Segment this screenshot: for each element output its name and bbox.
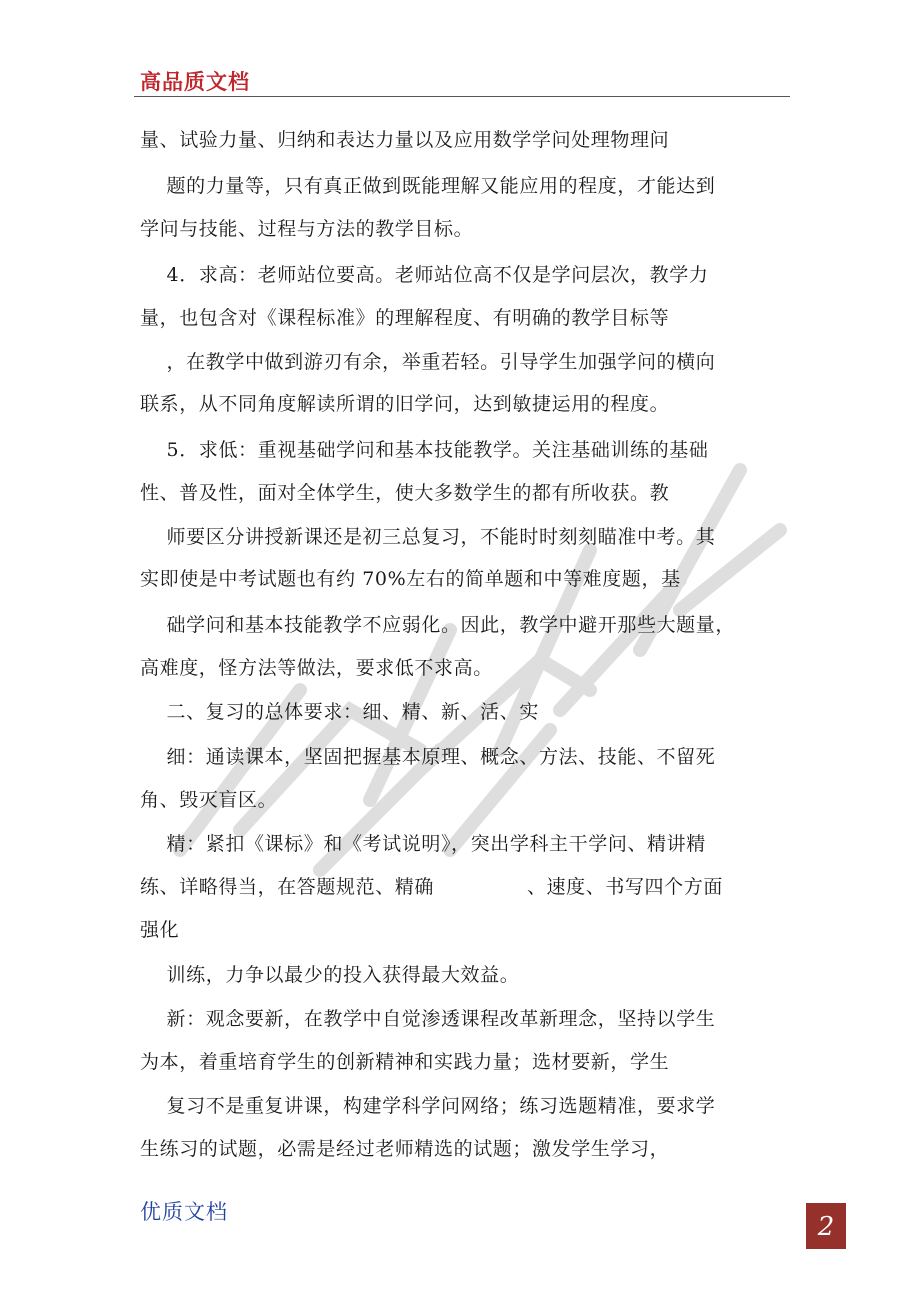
body-line: 强化	[140, 919, 180, 941]
footer-title: 优质文档	[140, 1200, 228, 1224]
header-title: 高品质文档	[140, 70, 250, 94]
body-line: 础学问和基本技能教学不应弱化。因此，教学中避开那些大题量，	[140, 614, 735, 636]
body-line: 角、毁灭盲区。	[140, 789, 278, 811]
body-line: 二、复习的总体要求：细、精、新、活、实	[140, 701, 539, 723]
body-line: 学问与技能、过程与方法的教学目标。	[140, 218, 474, 240]
body-line: 5．求低：重视基础学问和基本技能教学。关注基础训练的基础	[140, 439, 709, 461]
body-line: 为本，着重培育学生的创新精神和实践力量；选材要新，学生	[140, 1051, 670, 1073]
body-line: 师要区分讲授新课还是初三总复习，不能时时刻刻瞄准中考。其	[140, 526, 716, 548]
body-line: 精：紧扣《课标》和《考试说明》，突出学科主干学问、精讲精	[140, 833, 706, 855]
body-line: 实即使是中考试题也有约 70%左右的简单题和中等难度题，基	[140, 568, 681, 590]
body-line: 量、试验力量、归纳和表达力量以及应用数学学问处理物理问	[140, 129, 670, 151]
body-line: 细：通读课本，坚固把握基本原理、概念、方法、技能、不留死	[140, 746, 716, 768]
body-line: 高难度，怪方法等做法，要求低不求高。	[140, 657, 493, 679]
body-line: 联系，从不同角度解读所谓的旧学问，达到敏捷运用的程度。	[140, 393, 670, 415]
body-line: 性、普及性，面对全体学生，使大多数学生的都有所收获。教	[140, 482, 670, 504]
header-divider	[134, 96, 790, 97]
body-line: 题的力量等，只有真正做到既能理解又能应用的程度，才能达到	[140, 175, 716, 197]
body-line: 训练，力争以最少的投入获得最大效益。	[140, 964, 520, 986]
body-line: ，在教学中做到游刃有余，举重若轻。引导学生加强学问的横向	[140, 351, 716, 373]
body-line: 复习不是重复讲课，构建学科学问网络；练习选题精准，要求学	[140, 1095, 716, 1117]
body-line: 量，也包含对《课程标准》的理解程度、有明确的教学目标等	[140, 307, 670, 329]
body-line: 新：观念要新，在教学中自觉渗透课程改革新理念，坚持以学生	[140, 1008, 716, 1030]
body-line: 4．求高：老师站位要高。老师站位高不仅是学问层次，教学力	[140, 264, 709, 286]
body-line: 生练习的试题，必需是经过老师精选的试题；激发学生学习，	[140, 1138, 670, 1160]
body-line: 练、详略得当，在答题规范、精确 、速度、书写四个方面	[140, 876, 723, 898]
page-number-badge: 2	[806, 1203, 846, 1249]
